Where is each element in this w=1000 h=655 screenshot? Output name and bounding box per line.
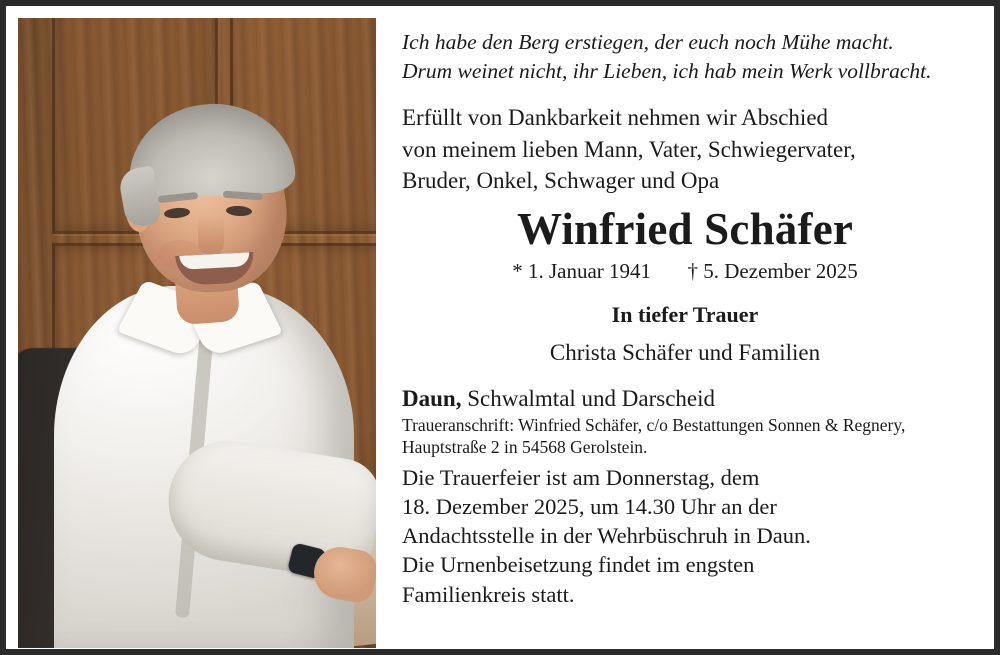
ceremony-line: Die Urnenbeisetzung findet im engsten <box>402 552 755 578</box>
address-line: Hauptstraße 2 in 54568 Gerolstein. <box>402 437 648 458</box>
family-names: Christa Schäfer und Familien <box>549 339 821 365</box>
place-primary: Daun, <box>402 385 462 411</box>
address-line: Traueranschrift: Winfried Schäfer, c/o Bestattungen Sonnen & Regnery, <box>402 414 906 435</box>
mourning-heading: In tiefer Trauer <box>611 301 759 327</box>
place-secondary: Schwalmtal und Darscheid <box>461 385 716 411</box>
intro-block <box>402 102 968 195</box>
places-line <box>402 386 968 412</box>
portrait-photo <box>18 18 376 648</box>
intro-line: Bruder, Onkel, Schwager und Opa <box>402 167 720 193</box>
nose <box>198 214 224 256</box>
ceremony-line: Andachtsstelle in der Wehrbüschruh in Daun. <box>402 523 811 549</box>
portrait-image <box>18 18 376 648</box>
mourning-address <box>402 414 968 459</box>
birth-date: * 1. Januar 1941 <box>512 258 652 283</box>
death-date: † 5. Dezember 2025 <box>687 258 858 283</box>
teeth <box>179 252 250 270</box>
ceremony-line: 18. Dezember 2025, um 14.30 Uhr an der <box>402 493 777 519</box>
verse-line: Ich habe den Berg erstiegen, der euch noch Mühe macht. <box>402 30 894 54</box>
intro-line: Erfüllt von Dankbarkeit nehmen wir Abschied <box>402 105 829 131</box>
verse-block <box>402 28 968 86</box>
ceremony-line: Familienkreis statt. <box>402 581 575 607</box>
life-dates <box>402 259 968 284</box>
intro-line: von meinem lieben Mann, Vater, Schwiegervater, <box>402 136 856 162</box>
deceased-name: Winfried Schäfer <box>516 203 854 254</box>
ceremony-line: Die Trauerfeier ist am Donnerstag, dem <box>402 464 760 490</box>
verse-line: Drum weinet nicht, ihr Lieben, ich hab mein Werk vollbracht. <box>402 59 932 84</box>
ceremony-details <box>402 463 968 609</box>
obituary-text-column <box>376 18 982 637</box>
card-inner <box>6 6 994 649</box>
